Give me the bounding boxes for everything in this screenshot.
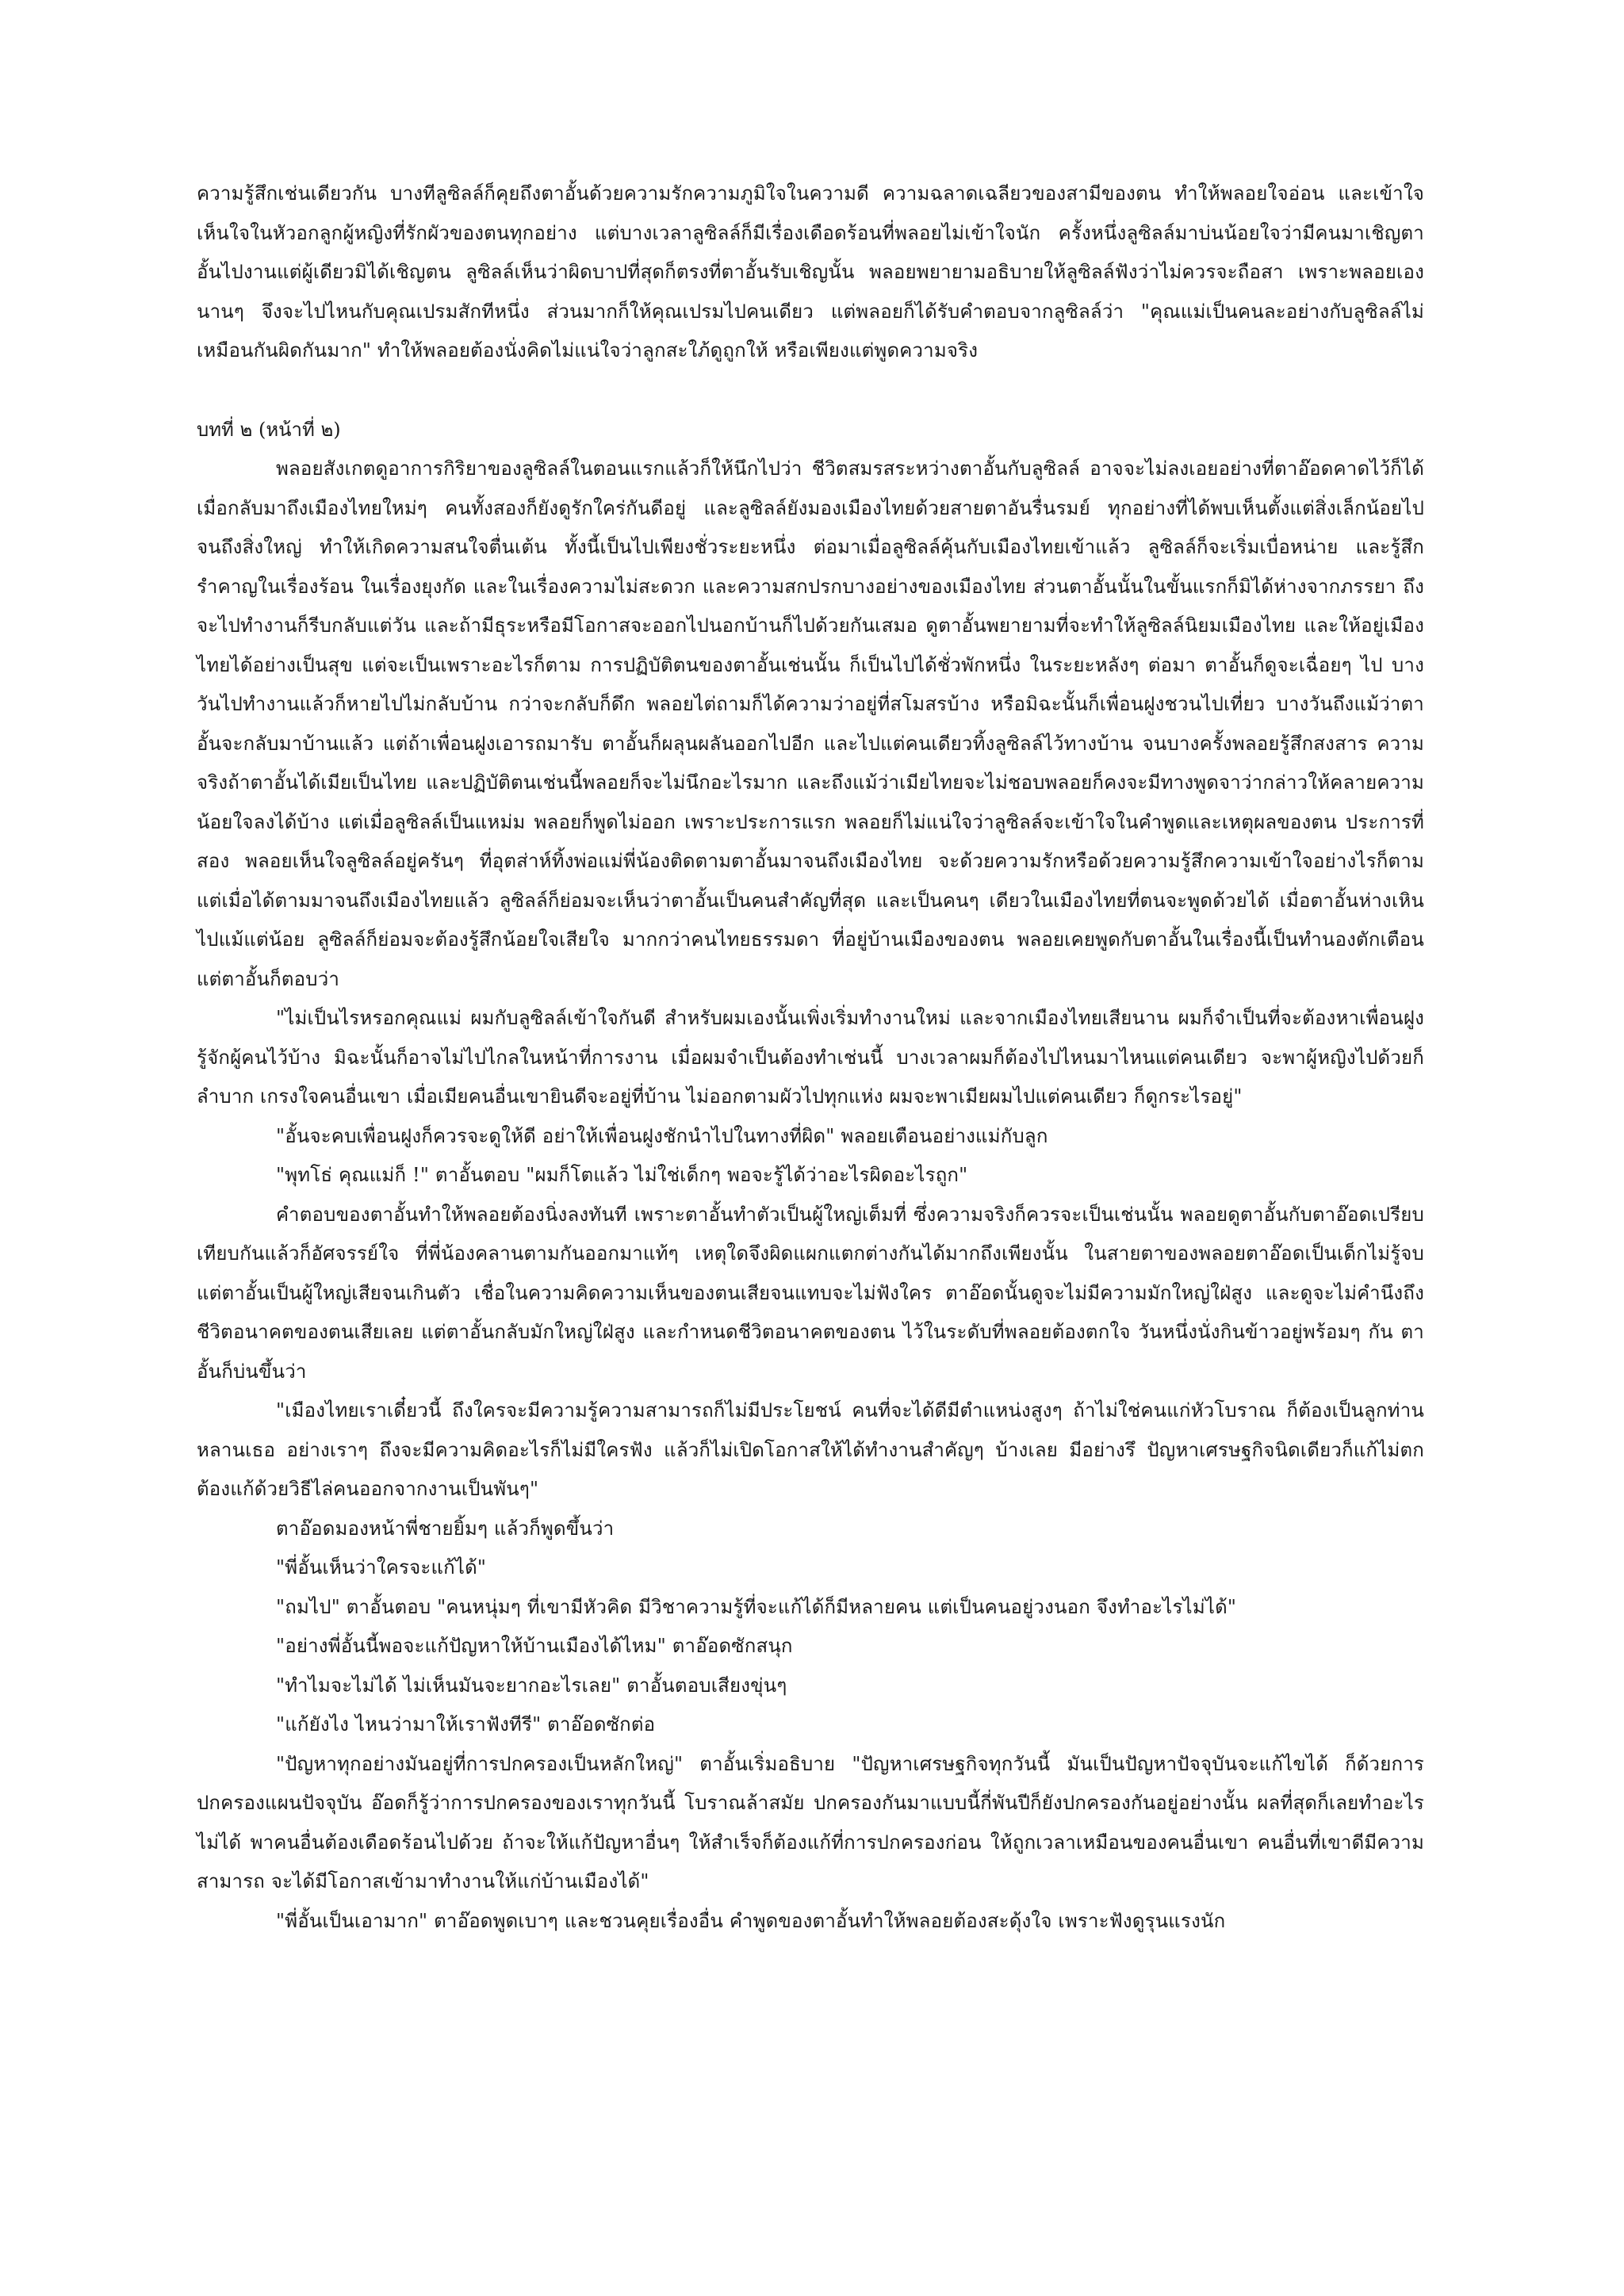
chapter-heading: บทที่ ๒ (หน้าที่ ๒)	[197, 418, 341, 441]
body-paragraph: "แก้ยังไง ไหนว่ามาให้เราฟังทีรี" ตาอ๊อดซักต่อ	[276, 1713, 656, 1735]
body-paragraph: "พุทโธ่ คุณแม่ก็ !" ตาอั้นตอบ "ผมก็โตแล้ว ไม่ใช่เด็กๆ พอจะรู้ได้ว่าอะไรผิดอะไรถูก"	[276, 1164, 968, 1186]
body-paragraph: "ปัญหาทุกอย่างมันอยู่ที่การปกครองเป็นหลักใหญ่" ตาอั้นเริ่มอธิบาย "ปัญหาเศรษฐกิจทุกวันนี้ มันเป็นปัญหาปัจจุบันจะแก้ไขได้ ก็ด้วยการปกครองแผนปัจจุบัน อ๊อดก็รู้ว่าการปกครองของเราทุกวันนี้ โบราณล้าสมัย ปกครองกันมาแบบนี้กี่พันปีก็ยังปกครองกันอยู่อย่างนั้น ผลที่สุดก็เลยทำอะไรไม่ได้ พาคนอื่นต้องเดือดร้อนไปด้วย ถ้าจะให้แก้ปัญหาอื่นๆ ให้สำเร็จก็ต้องแก้ที่การปกครองก่อน ให้ถูกเวลาเหมือนของคนอื่นเขา คนอื่นที่เขาดีมีความสามารถ จะได้มีโอกาสเข้ามาทำงานให้แก่บ้านเมืองได้"	[197, 1752, 1424, 1892]
body-paragraph: "พี่อั้นเป็นเอามาก" ตาอ๊อดพูดเบาๆ และชวนคุยเรื่องอื่น คำพูดของตาอั้นทำให้พลอยต้องสะดุ้งใจ เพราะฟังดูรุนแรงนัก	[276, 1909, 1226, 1932]
body-paragraph: "พี่อั้นเห็นว่าใครจะแก้ได้"	[276, 1556, 487, 1578]
body-paragraph: พลอยสังเกตดูอาการกิริยาของลูซิลล์ในตอนแรกแล้วก็ให้นึกไปว่า ชีวิตสมรสระหว่างตาอั้นกับลูซิลล์ อาจจะไม่ลงเอยอย่างที่ตาอ๊อดคาดไว้ก็ได้ เมื่อกลับมาถึงเมืองไทยใหม่ๆ คนทั้งสองก็ยังดูรักใคร่กันดีอยู่ และลูซิลล์ยังมองเมืองไทยด้วยสายตาอันรื่นรมย์ ทุกอย่างที่ได้พบเห็นตั้งแต่สิ่งเล็กน้อยไปจนถึงสิ่งใหญ่ ทำให้เกิดความสนใจตื่นเต้น ทั้งนี้เป็นไปเพียงชั่วระยะหนึ่ง ต่อมาเมื่อลูซิลล์คุ้นกับเมืองไทยเข้าแล้ว ลูซิลล์ก็จะเริ่มเบื่อหน่าย และรู้สึกรำคาญในเรื่องร้อน ในเรื่องยุงกัด และในเรื่องความไม่สะดวก และความสกปรกบางอย่างของเมืองไทย ส่วนตาอั้นนั้นในขั้นแรกก็มิได้ห่างจากภรรยา ถึงจะไปทำงานก็รีบกลับแต่วัน และถ้ามีธุระหรือมีโอกาสจะออกไปนอกบ้านก็ไปด้วยกันเสมอ ดูตาอั้นพยายามที่จะทำให้ลูซิลล์นิยมเมืองไทย และให้อยู่เมืองไทยได้อย่างเป็นสุข แต่จะเป็นเพราะอะไรก็ตาม การปฏิบัติตนของตาอั้นเช่นนั้น ก็เป็นไปได้ชั่วพักหนึ่ง ในระยะหลังๆ ต่อมา ตาอั้นก็ดูจะเฉื่อยๆ ไป บางวันไปทำงานแล้วก็หายไปไม่กลับบ้าน กว่าจะกลับก็ดึก พลอยไต่ถามก็ได้ความว่าอยู่ที่สโมสรบ้าง หรือมิฉะนั้นก็เพื่อนฝูงชวนไปเที่ยว บางวันถึงแม้ว่าตาอั้นจะกลับมาบ้านแล้ว แต่ถ้าเพื่อนฝูงเอารถมารับ ตาอั้นก็ผลุนผลันออกไปอีก และไปแต่คนเดียวทิ้งลูซิลล์ไว้ทางบ้าน จนบางครั้งพลอยรู้สึกสงสาร ความจริงถ้าตาอั้นได้เมียเป็นไทย และปฏิบัติตนเช่นนี้พลอยก็จะไม่นึกอะไรมาก และถึงแม้ว่าเมียไทยจะไม่ชอบพลอยก็คงจะมีทางพูดจาว่ากล่าวให้คลายความน้อยใจลงได้บ้าง แต่เมื่อลูซิลล์เป็นแหม่ม พลอยก็พูดไม่ออก เพราะประการแรก พลอยก็ไม่แน่ใจว่าลูซิลล์จะเข้าใจในคำพูดและเหตุผลของตน ประการที่สอง พลอยเห็นใจลูซิลล์อยู่ครันๆ ที่อุตส่าห์ทิ้งพ่อแม่พี่น้องติดตามตาอั้นมาจนถึงเมืองไทย จะด้วยความรักหรือด้วยความรู้สึกความเข้าใจอย่างไรก็ตาม แต่เมื่อได้ตามมาจนถึงเมืองไทยแล้ว ลูซิลล์ก็ย่อมจะเห็นว่าตาอั้นเป็นคนสำคัญที่สุด และเป็นคนๆ เดียวในเมืองไทยที่ตนจะพูดด้วยได้ เมื่อตาอั้นห่างเหินไปแม้แต่น้อย ลูซิลล์ก็ย่อมจะต้องรู้สึกน้อยใจเสียใจ มากกว่าคนไทยธรรมดา ที่อยู่บ้านเมืองของตน พลอยเคยพูดกับตาอั้นในเรื่องนี้เป็นทำนองตักเตือน แต่ตาอั้นก็ตอบว่า	[197, 457, 1424, 990]
body-paragraph: "เมืองไทยเราเดี๋ยวนี้ ถึงใครจะมีความรู้ความสามารถก็ไม่มีประโยชน์ คนที่จะได้ดีมีตำแหน่งสูงๆ ถ้าไม่ใช่คนแก่หัวโบราณ ก็ต้องเป็นลูกท่านหลานเธอ อย่างเราๆ ถึงจะมีความคิดอะไรก็ไม่มีใครฟัง แล้วก็ไม่เปิดโอกาสให้ได้ทำงานสำคัญๆ บ้างเลย มีอย่างรึ ปัญหาเศรษฐกิจนิดเดียวก็แก้ไม่ตก ต้องแก้ด้วยวิธีไล่คนออกจากงานเป็นพันๆ"	[197, 1399, 1424, 1500]
body-paragraph: "ไม่เป็นไรหรอกคุณแม่ ผมกับลูซิลล์เข้าใจกันดี สำหรับผมเองนั้นเพิ่งเริ่มทำงานใหม่ และจากเมืองไทยเสียนาน ผมก็จำเป็นที่จะต้องหาเพื่อนฝูงรู้จักผู้คนไว้บ้าง มิฉะนั้นก็อาจไม่ไปไกลในหน้าที่การงาน เมื่อผมจำเป็นต้องทำเช่นนี้ บางเวลาผมก็ต้องไปไหนมาไหนแต่คนเดียว จะพาผู้หญิงไปด้วยก็ลำบาก เกรงใจคนอื่นเขา เมื่อเมียคนอื่นเขายินดีจะอยู่ที่บ้าน ไม่ออกตามผัวไปทุกแห่ง ผมจะพาเมียผมไปแต่คนเดียว ก็ดูกระไรอยู่"	[197, 1007, 1424, 1108]
body-paragraph: ตาอ๊อดมองหน้าพี่ชายยิ้มๆ แล้วก็พูดขึ้นว่า	[276, 1517, 615, 1540]
document-page	[197, 174, 1424, 1941]
body-paragraph: "ทำไมจะไม่ได้ ไม่เห็นมันจะยากอะไรเลย" ตาอั้นตอบเสียงขุ่นๆ	[276, 1674, 787, 1697]
body-paragraph: "อย่างพี่อั้นนี้พอจะแก้ปัญหาให้บ้านเมืองได้ไหม" ตาอ๊อดซักสนุก	[276, 1635, 793, 1657]
body-paragraph: คำตอบของตาอั้นทำให้พลอยต้องนิ่งลงทันที เพราะตาอั้นทำตัวเป็นผู้ใหญ่เต็มที่ ซึ่งความจริงก็ควรจะเป็นเช่นนั้น พลอยดูตาอั้นกับตาอ๊อดเปรียบเทียบกันแล้วก็อัศจรรย์ใจ ที่พี่น้องคลานตามกันออกมาแท้ๆ เหตุใดจึงผิดแผกแตกต่างกันได้มากถึงเพียงนั้น ในสายตาของพลอยตาอ๊อดเป็นเด็กไม่รู้จบ แต่ตาอั้นเป็นผู้ใหญ่เสียจนเกินตัว เชื่อในความคิดความเห็นของตนเสียจนแทบจะไม่ฟังใคร ตาอ๊อดนั้นดูจะไม่มีความมักใหญ่ใฝ่สูง และดูจะไม่คำนึงถึงชีวิตอนาคตของตนเสียเลย แต่ตาอั้นกลับมักใหญ่ใฝ่สูง และกำหนดชีวิตอนาคตของตน ไว้ในระดับที่พลอยต้องตกใจ วันหนึ่งนั่งกินข้าวอยู่พร้อมๆ กัน ตาอั้นก็บ่นขึ้นว่า	[197, 1203, 1424, 1383]
body-paragraph: "ถมไป" ตาอั้นตอบ "คนหนุ่มๆ ที่เขามีหัวคิด มีวิชาความรู้ที่จะแก้ได้ก็มีหลายคน แต่เป็นคนอยู่วงนอก จึงทำอะไรไม่ได้"	[276, 1595, 1237, 1618]
body-paragraph: "อั้นจะคบเพื่อนฝูงก็ควรจะดูให้ดี อย่าให้เพื่อนฝูงชักนำไปในทางที่ผิด" พลอยเตือนอย่างแม่กับลูก	[276, 1124, 1048, 1147]
opening-paragraph: ความรู้สึกเช่นเดียวกัน บางทีลูซิลล์ก็คุยถึงตาอั้นด้วยความรักความภูมิใจในความดี ความฉลาดเฉลียวของสามีของตน ทำให้พลอยใจอ่อน และเข้าใจเห็นใจในหัวอกลูกผู้หญิงที่รักผัวของตนทุกอย่าง แต่บางเวลาลูซิลล์ก็มีเรื่องเดือดร้อนที่พลอยไม่เข้าใจนัก ครั้งหนึ่งลูซิลล์มาบ่นน้อยใจว่ามีคนมาเชิญตาอั้นไปงานแต่ผู้เดียวมิได้เชิญตน ลูซิลล์เห็นว่าผิดบาปที่สุดก็ตรงที่ตาอั้นรับเชิญนั้น พลอยพยายามอธิบายให้ลูซิลล์ฟังว่าไม่ควรจะถือสา เพราะพลอยเองนานๆ จึงจะไปไหนกับคุณเปรมสักทีหนึ่ง ส่วนมากก็ให้คุณเปรมไปคนเดียว แต่พลอยก็ได้รับคำตอบจากลูซิลล์ว่า "คุณแม่เป็นคนละอย่างกับลูซิลล์ไม่เหมือนกันผิดกันมาก" ทำให้พลอยต้องนั่งคิดไม่แน่ใจว่าลูกสะใภ้ดูถูกให้ หรือเพียงแต่พูดความจริง	[197, 182, 1424, 362]
